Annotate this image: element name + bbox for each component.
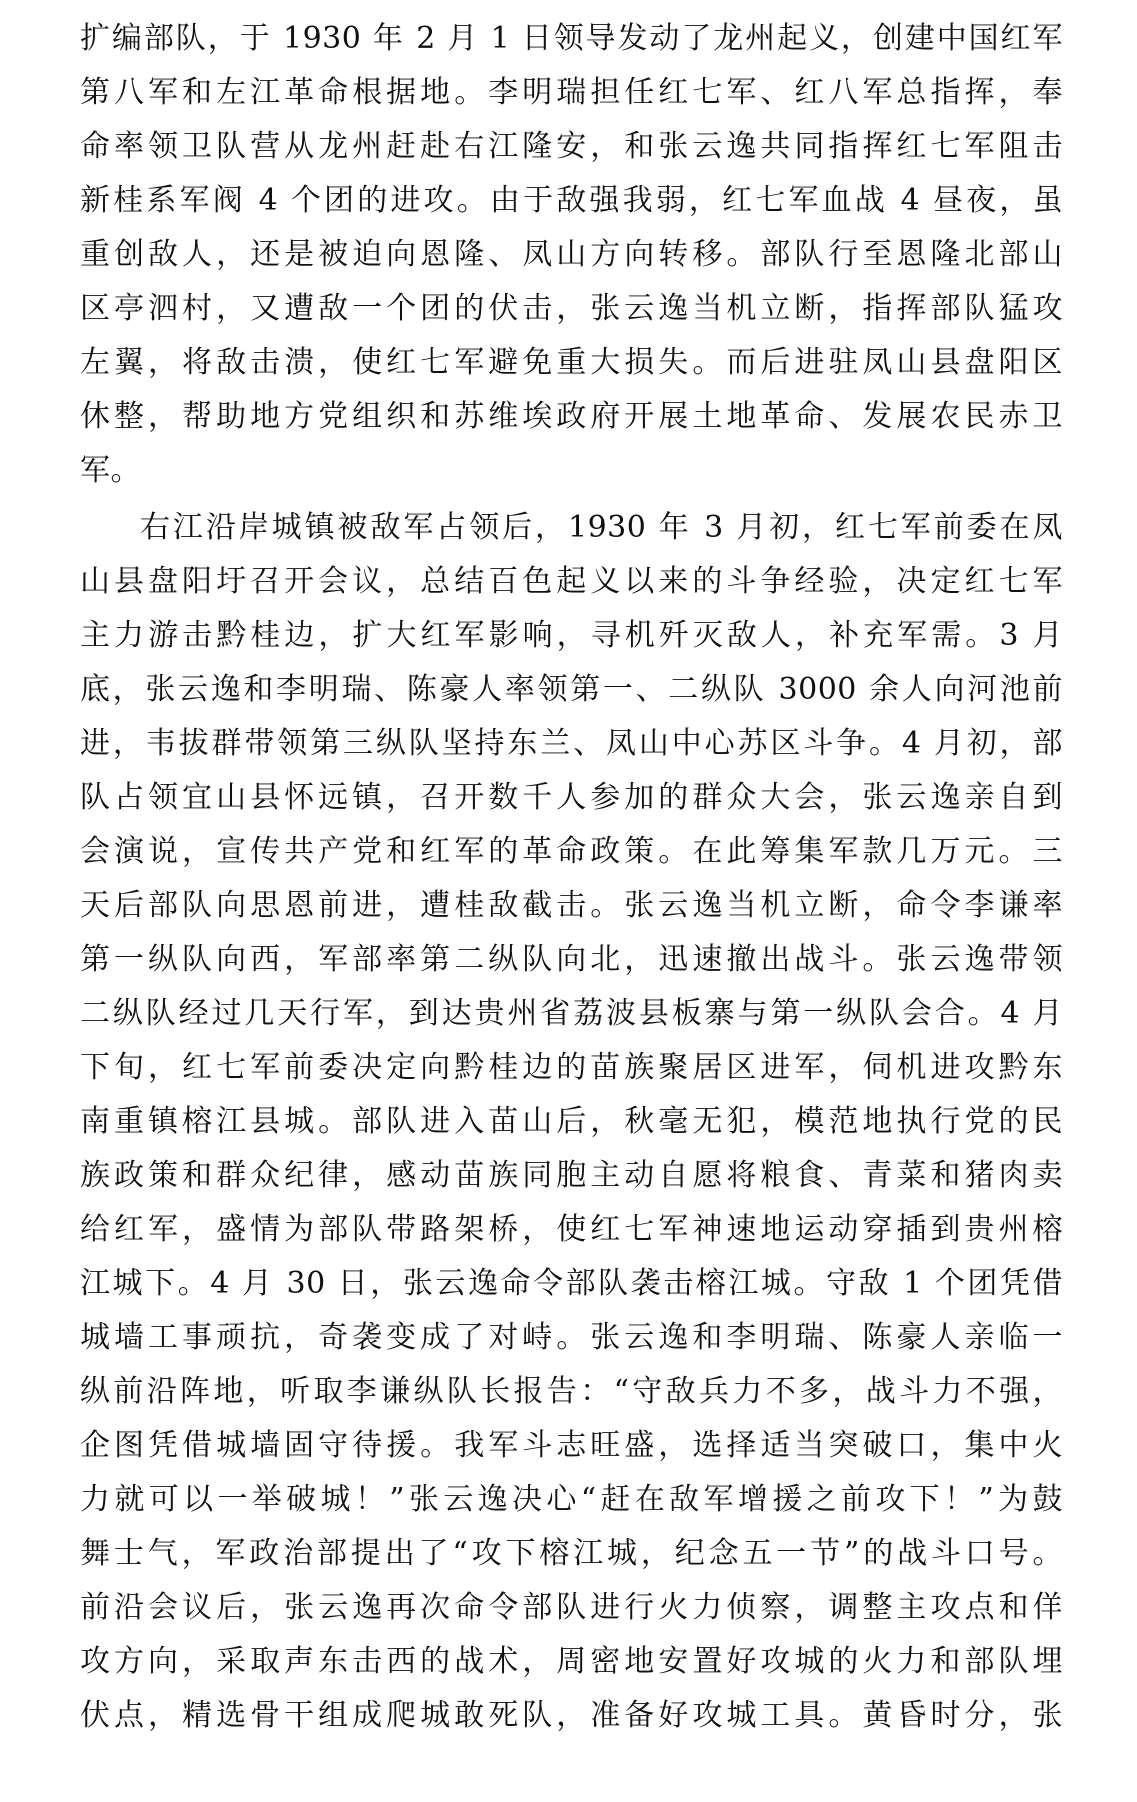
text-line: 命率领卫队营从龙州赶赴右江隆安，和张云逸共同指挥红七军阻击 [80,129,1063,164]
text-line: 二纵队经过几天行军，到达贵州省荔波县板寨与第一纵队会合。4 月 [80,996,1063,1031]
text-line: 伏点，精选骨干组成爬城敢死队，准备好攻城工具。黄昏时分，张 [80,1698,1063,1733]
text-line: 重创敌人，还是被迫向恩隆、凤山方向转移。部队行至恩隆北部山 [80,237,1063,272]
text-line: 力就可以一举破城！”张云逸决心“赶在敌军增援之前攻下！”为鼓 [80,1482,1063,1517]
text-line: 主力游击黔桂边，扩大红军影响，寻机歼灭敌人，补充军需。3 月 [80,618,1063,653]
text-line: 山县盘阳圩召开会议，总结百色起义以来的斗争经验，决定红七军 [80,564,1063,599]
text-line: 城墙工事顽抗，奇袭变成了对峙。张云逸和李明瑞、陈豪人亲临一 [80,1320,1063,1355]
text-line: 企图凭借城墙固守待援。我军斗志旺盛，选择适当突破口，集中火 [80,1428,1063,1463]
text-line: 会演说，宣传共产党和红军的革命政策。在此筹集军款几万元。三 [80,834,1063,869]
paragraph-2 [80,501,1063,1743]
text-line: 休整，帮助地方党组织和苏维埃政府开展土地革命、发展农民赤卫 [80,399,1063,434]
text-line: 第八军和左江革命根据地。李明瑞担任红七军、红八军总指挥，奉 [80,75,1063,110]
text-line: 左翼，将敌击溃，使红七军避免重大损失。而后进驻凤山县盘阳区 [80,345,1063,380]
text-line: 南重镇榕江县城。部队进入苗山后，秋毫无犯，模范地执行党的民 [80,1104,1063,1139]
text-line: 纵前沿阵地，听取李谦纵队长报告：“守敌兵力不多，战斗力不强， [80,1374,1063,1409]
text-line: 前沿会议后，张云逸再次命令部队进行火力侦察，调整主攻点和佯 [80,1590,1063,1625]
text-line: 攻方向，采取声东击西的战术，周密地安置好攻城的火力和部队埋 [80,1644,1063,1679]
text-line: 给红军，盛情为部队带路架桥，使红七军神速地运动穿插到贵州榕 [80,1212,1063,1247]
text-line: 族政策和群众纪律，感动苗族同胞主动自愿将粮食、青菜和猪肉卖 [80,1158,1063,1193]
text-line: 第一纵队向西，军部率第二纵队向北，迅速撤出战斗。张云逸带领 [80,942,1063,977]
text-line: 队占领宜山县怀远镇，召开数千人参加的群众大会，张云逸亲自到 [80,780,1063,815]
text-line: 区亭泗村，又遭敌一个团的伏击，张云逸当机立断，指挥部队猛攻 [80,291,1063,326]
text-line: 江城下。4 月 30 日，张云逸命令部队袭击榕江城。守敌 1 个团凭借 [80,1266,1063,1301]
text-line: 军。 [80,453,141,488]
text-line: 扩编部队，于 1930 年 2 月 1 日领导发动了龙州起义，创建中国红军 [80,21,1063,56]
text-line: 舞士气，军政治部提出了“攻下榕江城，纪念五一节”的战斗口号。 [80,1536,1063,1571]
text-line: 天后部队向思恩前进，遭桂敌截击。张云逸当机立断，命令李谦率 [80,888,1063,923]
text-line: 底，张云逸和李明瑞、陈豪人率领第一、二纵队 3000 余人向河池前 [80,672,1063,707]
text-line: 进，韦拔群带领第三纵队坚持东兰、凤山中心苏区斗争。4 月初，部 [80,726,1063,761]
text-line: 下旬，红七军前委决定向黔桂边的苗族聚居区进军，伺机进攻黔东 [80,1050,1063,1085]
text-line: 右江沿岸城镇被敌军占领后，1930 年 3 月初，红七军前委在凤 [140,510,1063,545]
text-line: 新桂系军阀 4 个团的进攻。由于敌强我弱，红七军血战 4 昼夜，虽 [80,183,1063,218]
paragraph-1 [80,12,1063,498]
